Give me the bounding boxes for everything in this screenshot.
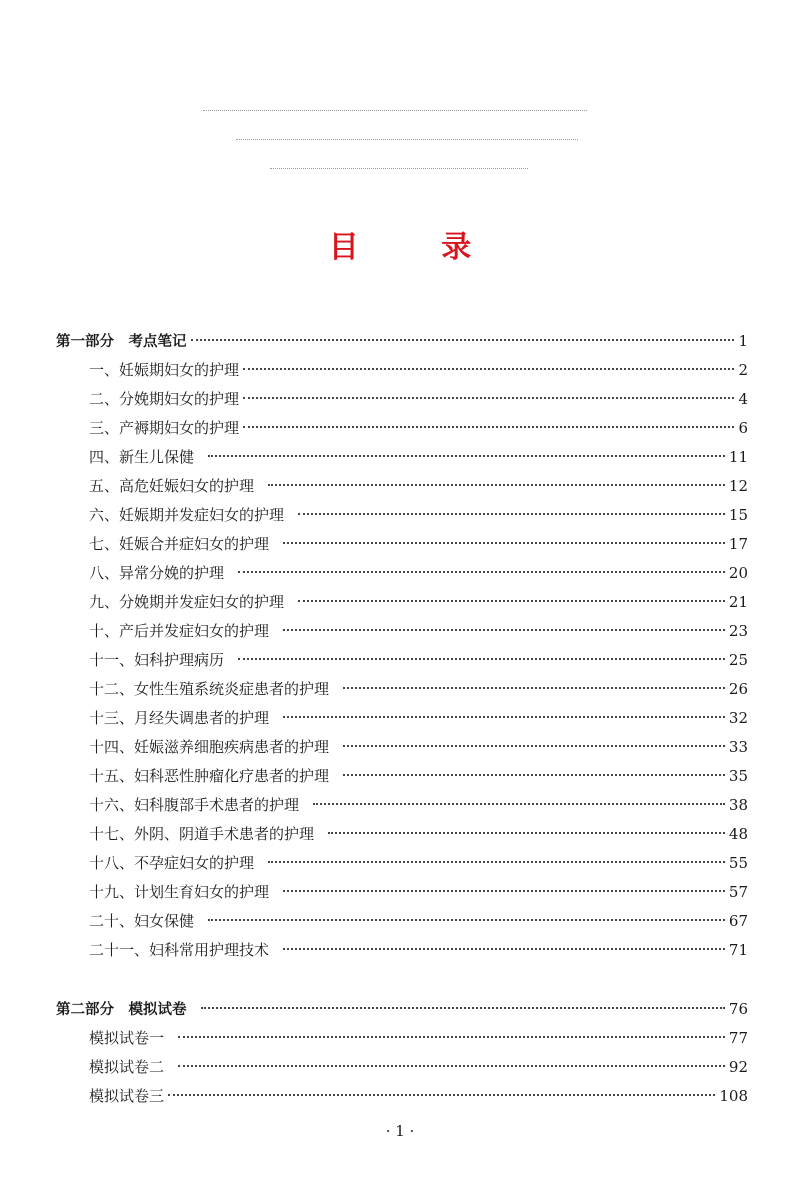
toc-page-number: 108 [719, 1087, 748, 1105]
toc-item[interactable] [89, 1025, 748, 1051]
dot-leader [268, 861, 725, 863]
toc-part-label: 第一部分 考点笔记 [56, 334, 187, 350]
decorative-dotted-line-2 [236, 139, 578, 140]
toc-item[interactable] [89, 937, 748, 963]
toc-item-label: 六、妊娠期并发症妇女的护理 [89, 506, 285, 524]
toc-item-label: 十六、妇科腹部手术患者的护理 [89, 796, 300, 814]
toc-item-label: 一、妊娠期妇女的护理 [89, 361, 240, 379]
toc-item-label: 四、新生儿保健 [89, 448, 195, 466]
dot-leader [343, 774, 725, 776]
toc-page-number: 1 [738, 332, 748, 350]
dot-leader [343, 687, 725, 689]
dot-leader [168, 1094, 715, 1096]
toc-item[interactable] [89, 763, 748, 789]
toc-item[interactable] [89, 473, 748, 499]
toc-page-number: 38 [728, 796, 748, 814]
toc-item[interactable] [89, 531, 748, 557]
toc-item-label: 二、分娩期妇女的护理 [89, 390, 240, 408]
toc-item-label: 十二、女性生殖系统炎症患者的护理 [89, 680, 330, 698]
toc-page-number: 35 [728, 767, 748, 785]
toc-item-label: 模拟试卷二 [89, 1058, 165, 1076]
dot-leader [243, 368, 734, 370]
toc-item[interactable] [89, 792, 748, 818]
dot-leader [313, 803, 725, 805]
dot-leader [298, 513, 725, 515]
toc-page-number: 15 [728, 506, 748, 524]
toc-page-number: 77 [728, 1029, 748, 1047]
decorative-dotted-line-1 [203, 110, 587, 111]
dot-leader [243, 397, 734, 399]
dot-leader [208, 455, 725, 457]
toc-item[interactable] [89, 1083, 748, 1109]
toc-item[interactable] [89, 879, 748, 905]
page-title: 目 录 [328, 230, 508, 265]
toc-page-number: 55 [728, 854, 748, 872]
toc-item-label: 十四、妊娠滋养细胞疾病患者的护理 [89, 738, 330, 756]
dot-leader [268, 484, 725, 486]
toc-item[interactable] [89, 1054, 748, 1080]
toc-page-number: 92 [728, 1058, 748, 1076]
toc-part-2[interactable] [56, 996, 748, 1022]
toc-item-label: 七、妊娠合并症妇女的护理 [89, 535, 270, 553]
toc-page-number: 71 [728, 941, 748, 959]
toc-item[interactable] [89, 705, 748, 731]
toc-page-number: 57 [728, 883, 748, 901]
toc-item-label: 九、分娩期并发症妇女的护理 [89, 593, 285, 611]
dot-leader [201, 1007, 725, 1009]
toc-item-label: 二十一、妇科常用护理技术 [89, 941, 270, 959]
toc-page-number: 2 [738, 361, 748, 379]
toc-item-label: 十九、计划生育妇女的护理 [89, 883, 270, 901]
toc-item[interactable] [89, 589, 748, 615]
toc-item[interactable] [89, 676, 748, 702]
toc-part-label: 第二部分 模拟试卷 [56, 1002, 187, 1018]
toc-item[interactable] [89, 415, 748, 441]
toc-item-label: 十、产后并发症妇女的护理 [89, 622, 270, 640]
dot-leader [343, 745, 725, 747]
dot-leader [243, 426, 734, 428]
toc-page-number: 17 [728, 535, 748, 553]
toc-page-number: 33 [728, 738, 748, 756]
toc-page-number: 67 [728, 912, 748, 930]
toc-item[interactable] [89, 386, 748, 412]
dot-leader [283, 629, 725, 631]
toc-item-label: 十三、月经失调患者的护理 [89, 709, 270, 727]
toc-item[interactable] [89, 444, 748, 470]
toc-item-label: 模拟试卷一 [89, 1029, 165, 1047]
toc-page-number: 20 [728, 564, 748, 582]
toc-page-number: 25 [728, 651, 748, 669]
dot-leader [328, 832, 725, 834]
dot-leader [283, 890, 725, 892]
dot-leader [208, 919, 725, 921]
toc-part-1[interactable] [56, 328, 748, 354]
toc-page-number: 12 [728, 477, 748, 495]
toc-page-number: 48 [728, 825, 748, 843]
dot-leader [178, 1065, 725, 1067]
toc-item[interactable] [89, 357, 748, 383]
toc-item-label: 十七、外阴、阴道手术患者的护理 [89, 825, 315, 843]
toc-item[interactable] [89, 908, 748, 934]
dot-leader [238, 658, 725, 660]
toc-item-label: 八、异常分娩的护理 [89, 564, 225, 582]
toc-item-label: 十一、妇科护理病历 [89, 651, 225, 669]
toc-item-label: 五、高危妊娠妇女的护理 [89, 477, 255, 495]
toc-item-label: 三、产褥期妇女的护理 [89, 419, 240, 437]
toc-item[interactable] [89, 647, 748, 673]
toc-item-label: 十五、妇科恶性肿瘤化疗患者的护理 [89, 767, 330, 785]
toc-page-number: 21 [728, 593, 748, 611]
toc-item-label: 十八、不孕症妇女的护理 [89, 854, 255, 872]
decorative-dotted-line-3 [270, 168, 528, 169]
dot-leader [283, 948, 725, 950]
dot-leader [178, 1036, 725, 1038]
toc-item[interactable] [89, 560, 748, 586]
dot-leader [283, 716, 725, 718]
dot-leader [283, 542, 725, 544]
toc-item[interactable] [89, 821, 748, 847]
toc-item[interactable] [89, 618, 748, 644]
page-number-footer: · 1 · [385, 1122, 415, 1140]
toc-item-label: 模拟试卷三 [89, 1087, 165, 1105]
dot-leader [298, 600, 725, 602]
toc-item[interactable] [89, 850, 748, 876]
toc-item-label: 二十、妇女保健 [89, 912, 195, 930]
toc-page-number: 11 [728, 448, 748, 466]
dot-leader [191, 339, 735, 341]
toc-page-number: 32 [728, 709, 748, 727]
toc-page-number: 4 [738, 390, 748, 408]
toc-item[interactable] [89, 502, 748, 528]
toc-page-number: 6 [738, 419, 748, 437]
toc-page-number: 26 [728, 680, 748, 698]
dot-leader [238, 571, 725, 573]
toc-page-number: 76 [728, 1000, 748, 1018]
toc-page-number: 23 [728, 622, 748, 640]
toc-item[interactable] [89, 734, 748, 760]
